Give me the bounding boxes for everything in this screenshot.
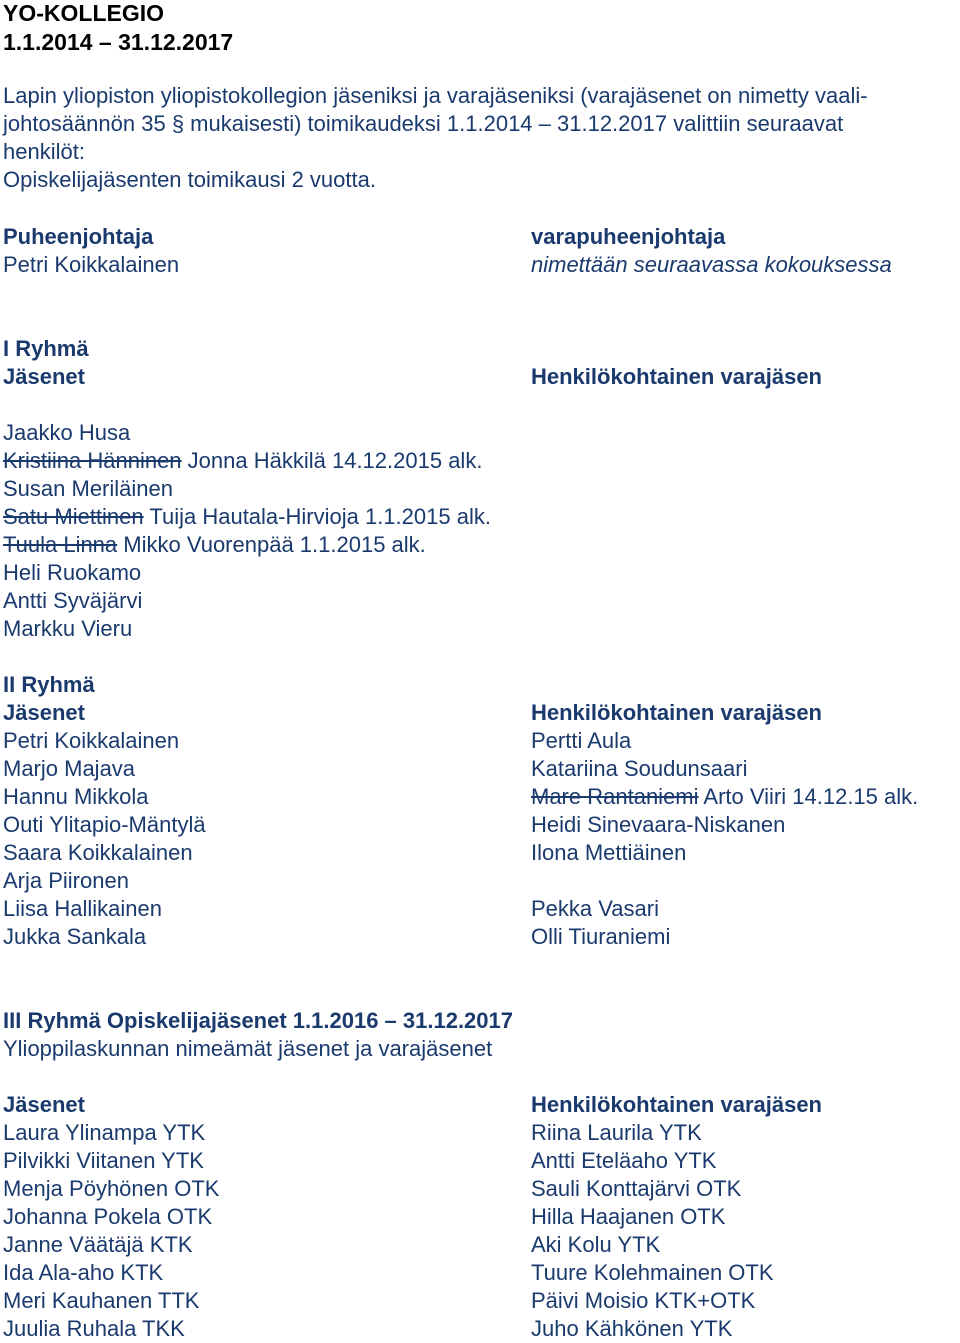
replacement-name: Mikko Vuorenpää 1.1.2015 alk. — [123, 532, 426, 557]
replacement-name: Tuija Hautala-Hirvioja 1.1.2015 alk. — [149, 504, 491, 529]
struck-name: Kristiina Hänninen — [3, 448, 182, 473]
group-2-deputy-heading: Henkilökohtainen varajäsen — [531, 700, 822, 725]
group-1-member: Heli Ruokamo — [3, 560, 142, 585]
group-2-deputy-replaced — [531, 783, 918, 811]
group-1-members-heading: Jäsenet — [3, 364, 85, 389]
group-3-deputy: Aki Kolu YTK — [531, 1232, 661, 1257]
intro-line-4: Opiskelijajäsenten toimikausi 2 vuotta. — [3, 167, 376, 192]
group-1-member: Susan Meriläinen — [3, 476, 173, 501]
group-3-deputy: Sauli Konttajärvi OTK — [531, 1176, 742, 1201]
group-3-member: Juulia Ruhala TKK — [3, 1316, 185, 1341]
intro-line-3: henkilöt: — [3, 139, 85, 164]
group-2-deputy: Pertti Aula — [531, 728, 632, 753]
chair-name: Petri Koikkalainen — [3, 252, 180, 277]
group-3-deputy: Päivi Moisio KTK+OTK — [531, 1288, 756, 1313]
group-3-member: Janne Väätäjä KTK — [3, 1232, 193, 1257]
group-2-member: Outi Ylitapio-Mäntylä — [3, 812, 206, 837]
chair-heading: Puheenjohtaja — [3, 224, 154, 249]
struck-name: Tuula Linna — [3, 532, 118, 557]
replacement-name: Arto Viiri 14.12.15 alk. — [703, 784, 919, 809]
group-1-member: Antti Syväjärvi — [3, 588, 143, 613]
group-3-member: Johanna Pokela OTK — [3, 1204, 213, 1229]
group-2-heading: II Ryhmä — [3, 672, 95, 697]
group-3-member: Laura Ylinampa YTK — [3, 1120, 206, 1145]
group-2-member: Marjo Majava — [3, 756, 136, 781]
group-2-deputy: Olli Tiuraniemi — [531, 924, 671, 949]
group-3-member: Menja Pöyhönen OTK — [3, 1176, 220, 1201]
group-1-member: Markku Vieru — [3, 616, 133, 641]
struck-name: Mare Rantaniemi — [531, 784, 699, 809]
group-1-member-replaced — [3, 503, 491, 531]
group-2-member: Liisa Hallikainen — [3, 896, 162, 921]
group-2-deputy: Pekka Vasari — [531, 896, 659, 921]
group-3-deputy: Hilla Haajanen OTK — [531, 1204, 726, 1229]
vice-chair-note: nimettään seuraavassa kokouksessa — [531, 252, 892, 277]
group-2-member: Arja Piironen — [3, 868, 129, 893]
group-1-member-replaced — [3, 447, 482, 475]
group-2-member: Hannu Mikkola — [3, 784, 149, 809]
replacement-name: Jonna Häkkilä 14.12.2015 alk. — [187, 448, 483, 473]
document-title: YO-KOLLEGIO — [3, 0, 164, 26]
group-2-member: Jukka Sankala — [3, 924, 147, 949]
term-period: 1.1.2014 – 31.12.2017 — [3, 29, 234, 55]
group-2-deputy: Ilona Mettiäinen — [531, 840, 687, 865]
group-2-member: Saara Koikkalainen — [3, 840, 193, 865]
group-3-deputy: Antti Eteläaho YTK — [531, 1148, 717, 1173]
group-3-deputy-heading: Henkilökohtainen varajäsen — [531, 1092, 822, 1117]
group-3-member: Meri Kauhanen TTK — [3, 1288, 200, 1313]
group-3-deputy: Riina Laurila YTK — [531, 1120, 702, 1145]
group-3-deputy: Juho Kähkönen YTK — [531, 1316, 733, 1341]
group-2-members-heading: Jäsenet — [3, 700, 85, 725]
group-1-member: Jaakko Husa — [3, 420, 131, 445]
group-3-member: Ida Ala-aho KTK — [3, 1260, 164, 1285]
group-3-members-heading: Jäsenet — [3, 1092, 85, 1117]
group-2-member: Petri Koikkalainen — [3, 728, 180, 753]
group-3-subheading: Ylioppilaskunnan nimeämät jäsenet ja varajäsenet — [3, 1036, 493, 1061]
group-2-deputy: Katariina Soudunsaari — [531, 756, 748, 781]
group-3-heading: III Ryhmä Opiskelijajäsenet 1.1.2016 – 31.12.2017 — [3, 1008, 513, 1033]
group-1-heading: I Ryhmä — [3, 336, 89, 361]
group-3-member: Pilvikki Viitanen YTK — [3, 1148, 204, 1173]
group-3-deputy: Tuure Kolehmainen OTK — [531, 1260, 774, 1285]
struck-name: Satu Miettinen — [3, 504, 144, 529]
group-1-member-replaced — [3, 531, 426, 559]
group-2-deputy: Heidi Sinevaara-Niskanen — [531, 812, 786, 837]
intro-line-2: johtosäännön 35 § mukaisesti) toimikaudeksi 1.1.2014 – 31.12.2017 valittiin seuraavat — [3, 111, 844, 136]
vice-chair-heading: varapuheenjohtaja — [531, 224, 726, 249]
intro-line-1: Lapin yliopiston yliopistokollegion jäseniksi ja varajäseniksi (varajäsenet on nimetty vaali- — [3, 83, 868, 108]
group-1-deputy-heading: Henkilökohtainen varajäsen — [531, 364, 822, 389]
